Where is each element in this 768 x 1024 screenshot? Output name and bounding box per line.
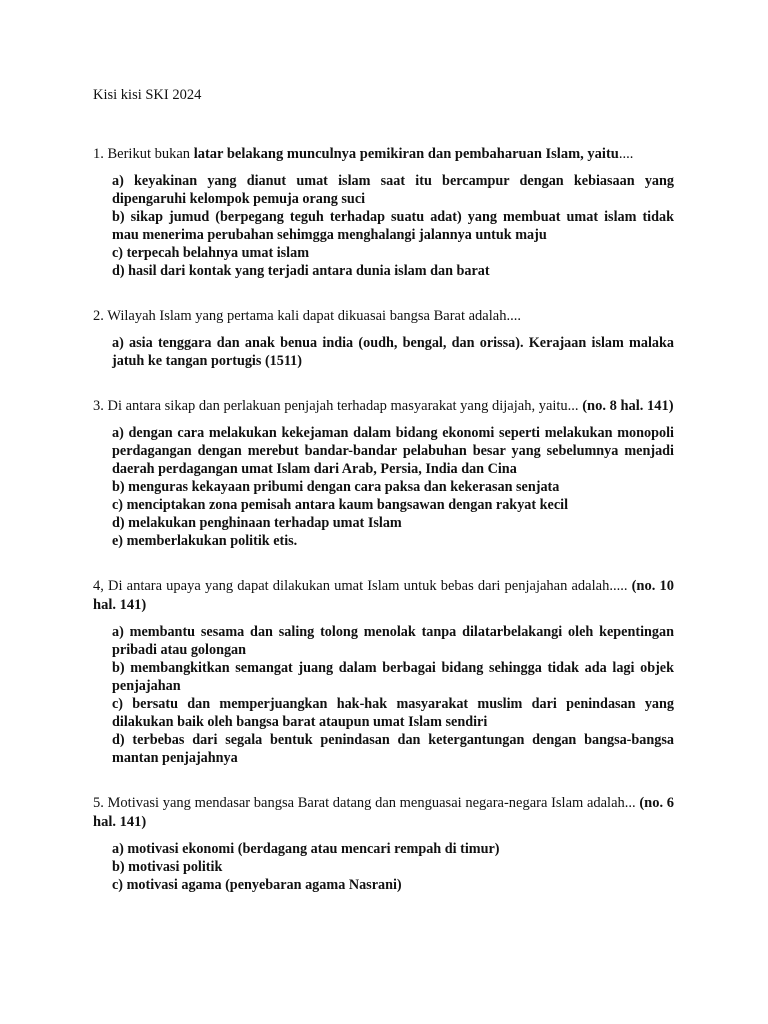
answer-list bbox=[112, 172, 674, 280]
question-1 bbox=[93, 145, 674, 280]
answer-list bbox=[112, 623, 674, 767]
question-reference: (no. 10 hal. 141) bbox=[93, 578, 674, 613]
answer-option: b) membangkitkan semangat juang dalam berbagai bidang sehingga tidak ada lagi objek penjajahan bbox=[112, 660, 674, 694]
question-text bbox=[93, 397, 674, 416]
document-page bbox=[93, 86, 674, 894]
question-4 bbox=[93, 577, 674, 767]
question-text bbox=[93, 577, 674, 615]
question-suffix: .... bbox=[618, 146, 634, 162]
answer-option: b) menguras kekayaan pribumi dengan cara paksa dan kekerasan senjata bbox=[112, 479, 560, 495]
question-2 bbox=[93, 307, 674, 370]
question-5 bbox=[93, 794, 674, 894]
question-reference: (no. 8 hal. 141) bbox=[582, 398, 674, 414]
answer-option: a) motivasi ekonomi (berdagang atau mencari rempah di timur) bbox=[112, 841, 500, 857]
answer-option: a) dengan cara melakukan kekejaman dalam bidang ekonomi seperti melakukan monopoli perdagangan dengan merebut bandar-bandar pelabuhan besar yang sebelumnya menjadi daerah perdagangan umat Islam dari Arab, Persia, India dan Cina bbox=[112, 425, 674, 477]
question-prefix: 1. Berikut bukan bbox=[93, 146, 194, 162]
question-prefix: 4, Di antara upaya yang dapat dilakukan umat Islam untuk bebas dari penjajahan adalah..... bbox=[93, 578, 632, 594]
question-3 bbox=[93, 397, 674, 550]
answer-option: a) membantu sesama dan saling tolong menolak tanpa dilatarbelakangi oleh kepentingan pribadi atau golongan bbox=[112, 624, 674, 658]
document-title: Kisi kisi SKI 2024 bbox=[93, 87, 202, 103]
answer-option: a) keyakinan yang dianut umat islam saat itu bercampur dengan kebiasaan yang dipengaruhi kelompok pemuja orang suci bbox=[112, 173, 674, 207]
answer-option: b) sikap jumud (berpegang teguh terhadap suatu adat) yang membuat umat islam tidak mau menerima perubahan sehimgga menghalangi jalannya untuk maju bbox=[112, 209, 674, 243]
answer-option: c) terpecah belahnya umat islam bbox=[112, 245, 310, 261]
answer-option: b) motivasi politik bbox=[112, 859, 223, 875]
question-text bbox=[93, 307, 674, 326]
answer-option: c) menciptakan zona pemisah antara kaum bangsawan dengan rakyat kecil bbox=[112, 497, 569, 513]
answer-option: c) motivasi agama (penyebaran agama Nasrani) bbox=[112, 877, 402, 893]
answer-option: a) asia tenggara dan anak benua india (oudh, bengal, dan orissa). Kerajaan islam malaka jatuh ke tangan portugis (1511) bbox=[112, 335, 674, 369]
question-emphasis: latar belakang munculnya pemikiran dan pembaharuan Islam, yaitu bbox=[193, 146, 619, 162]
answer-list bbox=[112, 334, 674, 370]
question-prefix: 5. Motivasi yang mendasar bangsa Barat datang dan menguasai negara-negara Islam adalah... bbox=[93, 795, 640, 811]
answer-option: d) terbebas dari segala bentuk penindasan dan ketergantungan dengan bangsa-bangsa mantan penjajahnya bbox=[112, 732, 674, 766]
answer-option: e) memberlakukan politik etis. bbox=[112, 533, 298, 549]
question-prefix: 3. Di antara sikap dan perlakuan penjajah terhadap masyarakat yang dijajah, yaitu... bbox=[93, 398, 583, 414]
answer-option: c) bersatu dan memperjuangkan hak-hak masyarakat muslim dari penindasan yang dilakukan baik oleh bangsa barat ataupun umat Islam sendiri bbox=[112, 696, 674, 730]
answer-option: d) melakukan penghinaan terhadap umat Islam bbox=[112, 515, 402, 531]
answer-list bbox=[112, 840, 674, 894]
answer-list bbox=[112, 424, 674, 550]
answer-option: d) hasil dari kontak yang terjadi antara dunia islam dan barat bbox=[112, 263, 490, 279]
question-reference: (no. 6 hal. 141) bbox=[93, 795, 674, 830]
question-text bbox=[93, 794, 674, 832]
question-prefix: 2. Wilayah Islam yang pertama kali dapat dikuasai bangsa Barat adalah.... bbox=[93, 308, 521, 324]
question-text bbox=[93, 145, 674, 164]
